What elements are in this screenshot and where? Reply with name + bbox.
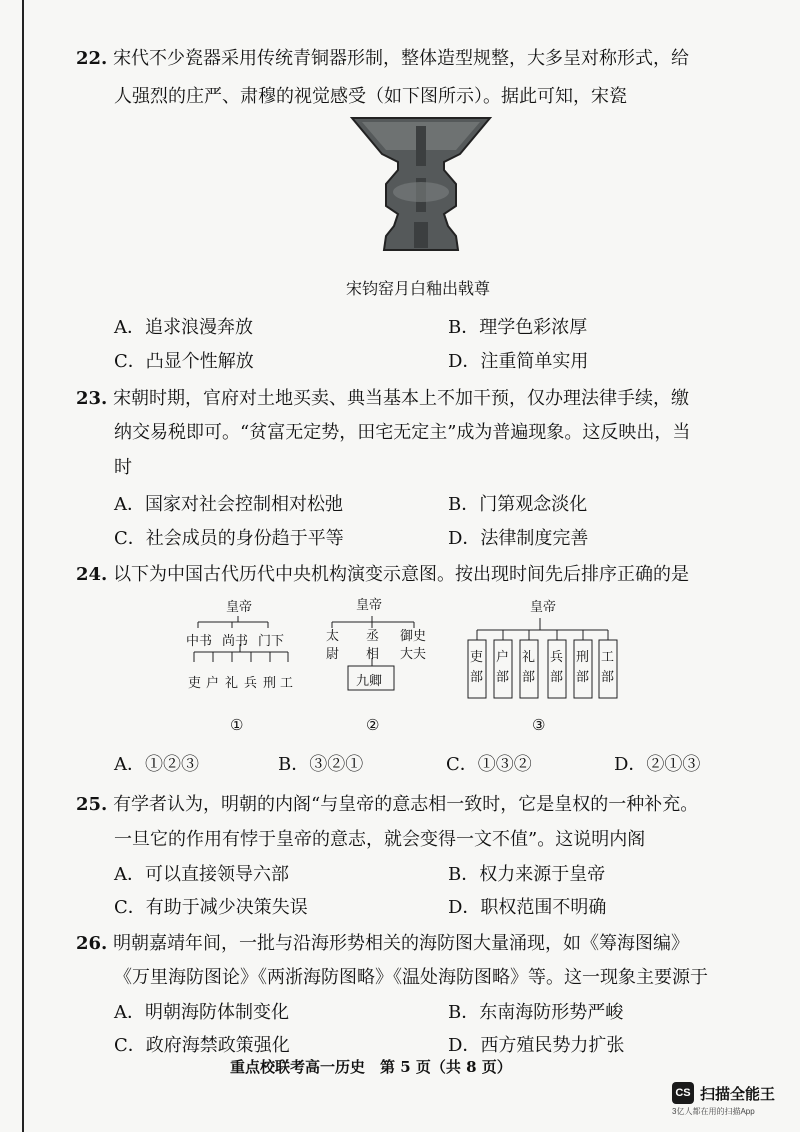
diagram-3-bingbu: 兵 部 bbox=[550, 650, 564, 685]
q24-text-1: 以下为中国古代历代中央机构演变示意图。按出现时间先后排序正确的是 bbox=[113, 564, 690, 585]
diagram-3-hubu: 户 部 bbox=[496, 650, 510, 685]
diagram-3-xingbu: 刑 部 bbox=[576, 650, 590, 685]
diagram-1-menxia: 门下 bbox=[258, 634, 285, 649]
q23-number: 23. bbox=[76, 388, 108, 409]
diagram-2-jiuqing: 九卿 bbox=[356, 674, 383, 689]
diagram-3-libu2: 礼 部 bbox=[522, 650, 536, 685]
cs-logo-icon: CS bbox=[672, 1082, 694, 1104]
q26-number: 26. bbox=[76, 933, 108, 954]
q25-option-a[interactable]: A．可以直接领导六部 bbox=[114, 864, 289, 885]
diagram-3-libu: 吏 部 bbox=[470, 650, 484, 685]
diagram-1-li2: 礼 bbox=[225, 676, 239, 691]
diagram-1-zhongshu: 中书 bbox=[186, 634, 213, 649]
q25-option-d[interactable]: D．职权范围不明确 bbox=[448, 897, 607, 918]
q24-number: 24. bbox=[76, 564, 108, 585]
q26-text-2: 《万里海防图论》《两浙海防图略》《温处海防图略》等。这一现象主要源于 bbox=[114, 967, 708, 988]
q26-option-c[interactable]: C．政府海禁政策强化 bbox=[114, 1035, 290, 1056]
q26-line1 bbox=[76, 929, 689, 955]
q25-text-1: 有学者认为，明朝的内阁“与皇帝的意志相一致时，它是皇权的一种补充。 bbox=[113, 794, 699, 815]
q22-number: 22. bbox=[76, 48, 108, 69]
q23-text-1: 宋朝时期，官府对土地买卖、典当基本上不加干预，仅办理法律手续，缴 bbox=[113, 388, 690, 409]
diagram-2-emperor: 皇帝 bbox=[356, 598, 383, 613]
q22-image-caption: 宋钧窑月白釉出戟尊 bbox=[346, 279, 491, 298]
diagram-1-emperor: 皇帝 bbox=[226, 600, 253, 615]
diagram-1-xing: 刑 bbox=[263, 676, 277, 691]
diagram-2-taiwei: 太 尉 bbox=[326, 629, 340, 662]
diagram-3-gongbu: 工 部 bbox=[601, 650, 615, 685]
q23-text-2: 纳交易税即可。“贫富无定势，田宅无定主”成为普遍现象。这反映出，当 bbox=[114, 422, 691, 443]
q25-option-b[interactable]: B．权力来源于皇帝 bbox=[448, 864, 606, 885]
q23-option-b[interactable]: B．门第观念淡化 bbox=[448, 494, 588, 515]
diagram-3-label: ③ bbox=[532, 716, 546, 734]
diagram-1-bing: 兵 bbox=[244, 676, 258, 691]
diagram-1-shangshu: 尚书 bbox=[222, 634, 249, 649]
q24-option-b[interactable]: B．③②① bbox=[278, 754, 364, 775]
q22-line1 bbox=[76, 44, 689, 70]
q25-number: 25. bbox=[76, 794, 108, 815]
q26-option-a[interactable]: A．明朝海防体制变化 bbox=[114, 1002, 289, 1023]
q22-option-c[interactable]: C．凸显个性解放 bbox=[114, 351, 254, 372]
diagram-3-emperor: 皇帝 bbox=[530, 600, 557, 615]
q23-text-3: 时 bbox=[114, 457, 132, 478]
diagram-2-chengxiang: 丞 相 bbox=[366, 629, 380, 662]
q24-line1 bbox=[76, 560, 689, 586]
q24-option-d[interactable]: D．②①③ bbox=[614, 754, 701, 775]
diagram-1-label: ① bbox=[230, 716, 244, 734]
q23-line1 bbox=[76, 384, 689, 410]
q24-option-a[interactable]: A．①②③ bbox=[114, 754, 199, 775]
q22-option-a[interactable]: A．追求浪漫奔放 bbox=[114, 317, 253, 338]
diagram-1-hu: 户 bbox=[206, 676, 220, 691]
q26-text-1: 明朝嘉靖年间，一批与沿海形势相关的海防图大量涌现，如《筹海图编》 bbox=[113, 933, 690, 954]
scanner-watermark bbox=[672, 1082, 794, 1117]
q26-option-d[interactable]: D．西方殖民势力扩张 bbox=[448, 1035, 625, 1056]
diagram-1-gong: 工 bbox=[280, 676, 294, 691]
q22-text-2: 人强烈的庄严、肃穆的视觉感受（如下图所示）。据此可知，宋瓷 bbox=[114, 86, 627, 107]
scanner-brand: 扫描全能王 bbox=[700, 1085, 776, 1103]
scanner-tagline: 3亿人都在用的扫描App bbox=[672, 1107, 755, 1116]
q26-option-b[interactable]: B．东南海防形势严峻 bbox=[448, 1002, 624, 1023]
diagram-2-yushidafu: 御史 大夫 bbox=[400, 629, 427, 662]
q22-option-d[interactable]: D．注重简单实用 bbox=[448, 351, 589, 372]
q22-text-1: 宋代不少瓷器采用传统青铜器形制，整体造型规整，大多呈对称形式，给 bbox=[113, 48, 690, 69]
diagram-2-label: ② bbox=[366, 716, 380, 734]
q23-option-d[interactable]: D．法律制度完善 bbox=[448, 528, 589, 549]
q25-text-2: 一旦它的作用有悖于皇帝的意志，就会变得一文不值”。这说明内阁 bbox=[114, 829, 646, 850]
page-footer: 重点校联考高一历史 第 5 页（共 8 页） bbox=[230, 1058, 512, 1076]
q25-line1 bbox=[76, 790, 698, 816]
vase-image bbox=[348, 114, 494, 254]
q25-option-c[interactable]: C．有助于减少决策失误 bbox=[114, 897, 308, 918]
q23-option-c[interactable]: C．社会成员的身份趋于平等 bbox=[114, 528, 344, 549]
q23-option-a[interactable]: A．国家对社会控制相对松弛 bbox=[114, 494, 343, 515]
page-edge-line bbox=[22, 0, 24, 1132]
diagram-1-li: 吏 bbox=[188, 676, 202, 691]
q24-option-c[interactable]: C．①③② bbox=[446, 754, 532, 775]
q22-option-b[interactable]: B．理学色彩浓厚 bbox=[448, 317, 588, 338]
